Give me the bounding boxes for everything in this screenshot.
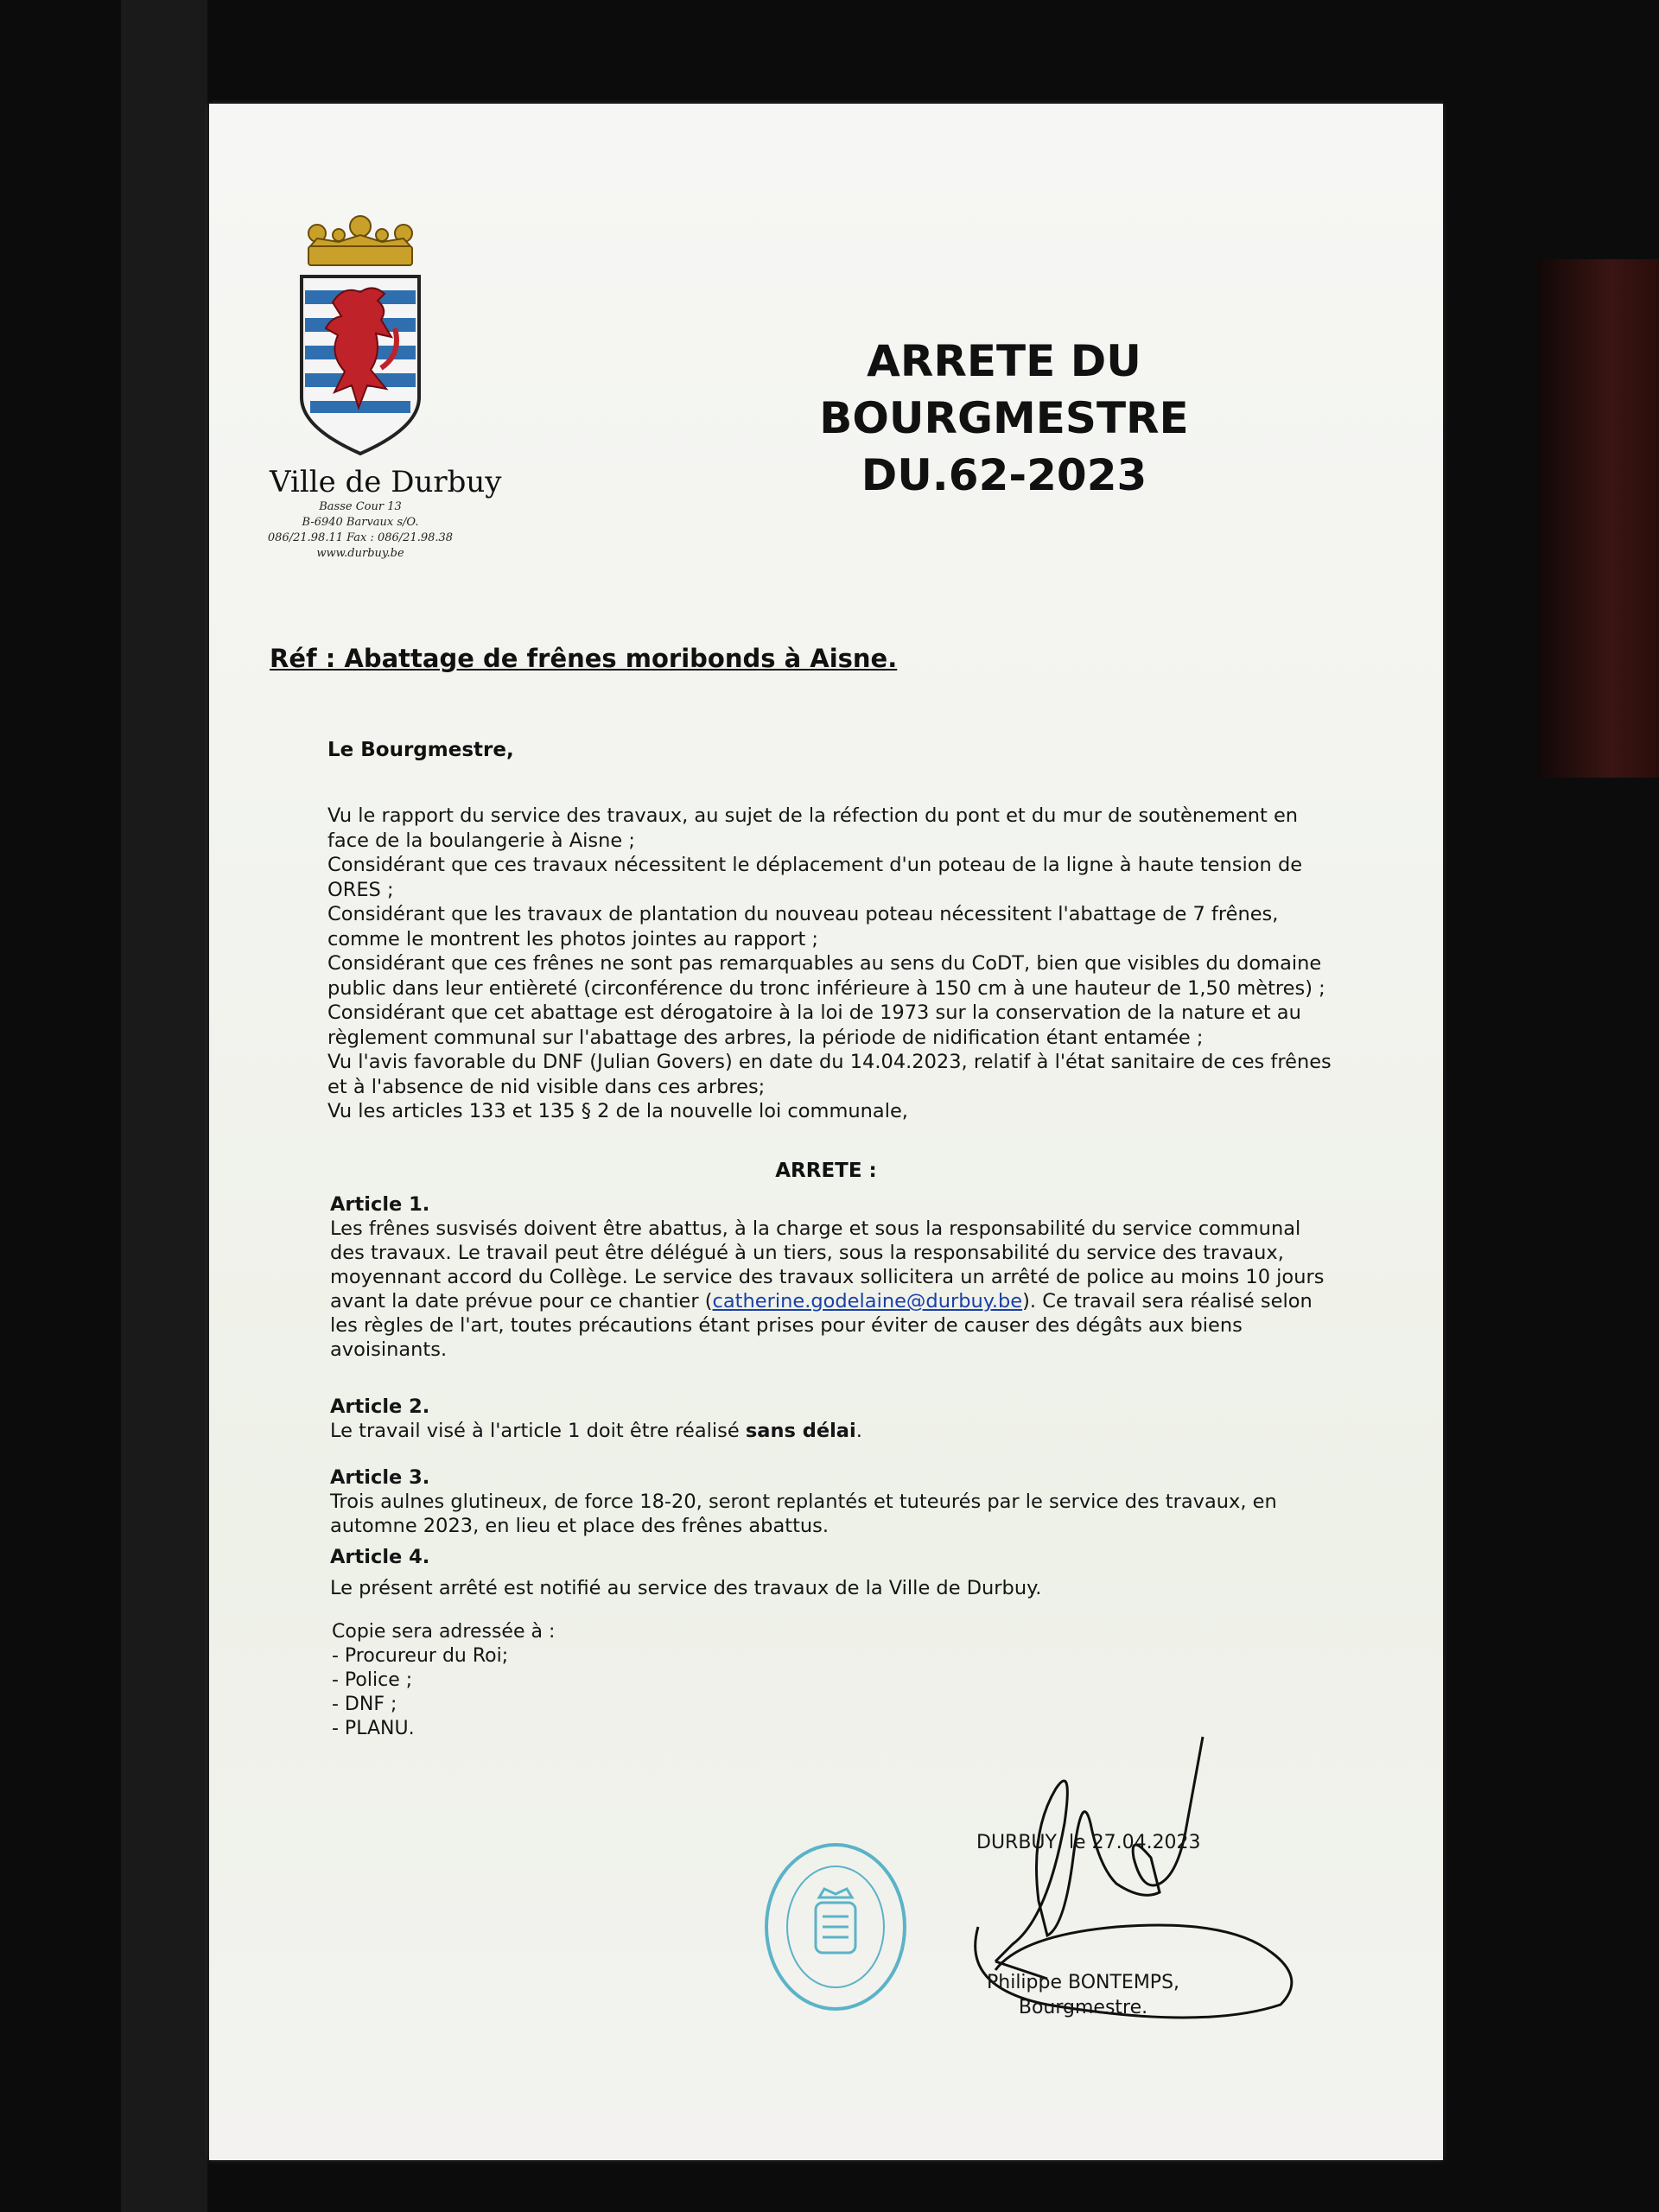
signatory xyxy=(987,1970,1179,2020)
phone-fax-line: 086/21.98.11 Fax : 086/21.98.38 xyxy=(267,531,454,544)
copy-recipient: - Procureur du Roi; xyxy=(332,1645,509,1667)
article-2-text-part: Le travail visé à l'article 1 doit être réalisé xyxy=(330,1420,746,1442)
article-1-text xyxy=(330,1217,1332,1362)
greeting: Le Bourgmestre, xyxy=(327,739,514,761)
article-2-emphasis: sans délai xyxy=(745,1420,856,1442)
municipal-stamp-icon xyxy=(762,1840,909,2013)
website-line: www.durbuy.be xyxy=(316,547,404,560)
city-name: Ville de Durbuy xyxy=(270,465,502,499)
article-1-text-part: Les frênes susvisés doivent être abattus, à la charge et sous la responsabilité du service communal des travaux. Le travail peut être délégué à un tiers, sous la responsabilité du service des travaux, moyennant accord du Collège. Le service des travaux sollicitera un arrêté de police au moins 10 jours avant la date prévue pour ce chantier ( xyxy=(330,1217,1325,1313)
copy-recipient: - DNF ; xyxy=(332,1694,397,1715)
address-line: Basse Cour 13 xyxy=(319,500,402,513)
address-line: B-6940 Barvaux s/O. xyxy=(302,516,419,529)
background-glow xyxy=(1538,259,1659,778)
email-link[interactable]: catherine.godelaine@durbuy.be xyxy=(712,1290,1023,1313)
title-line-2: DU.62-2023 xyxy=(861,450,1147,500)
monitor-bezel-left xyxy=(121,0,207,2212)
place-date: DURBUY, le 27.04.2023 xyxy=(976,1832,1201,1853)
considerant-item: Considérant que ces travaux nécessitent le déplacement d'un poteau de la ligne à haute tension de ORES ; xyxy=(327,854,1303,901)
document-page xyxy=(209,104,1443,2160)
article-4-title: Article 4. xyxy=(330,1546,430,1568)
article-2-text xyxy=(330,1419,1332,1443)
article-1-title: Article 1. xyxy=(330,1193,430,1216)
title-line-1: ARRETE DU BOURGMESTRE xyxy=(819,336,1189,443)
article-2-text-part: . xyxy=(855,1420,862,1442)
copy-recipient: - PLANU. xyxy=(332,1718,415,1739)
coat-of-arms-icon xyxy=(291,207,429,458)
article-1-text-part: ). Ce travail sera réalisé selon les règles de l'art, toutes précautions étant prises pour éviter de causer des dégâts aux biens avoisinants. xyxy=(330,1290,1313,1361)
copy-recipient: - Police ; xyxy=(332,1669,413,1691)
arrete-heading: ARRETE : xyxy=(775,1160,877,1182)
article-3-title: Article 3. xyxy=(330,1466,430,1489)
considerant-item: Considérant que cet abattage est dérogatoire à la loi de 1973 sur la conservation de la nature et au règlement communal sur l'abattage des arbres, la période de nidification étant entamée ; xyxy=(327,1001,1301,1049)
considerant-item: Vu les articles 133 et 135 § 2 de la nouvelle loi communale, xyxy=(327,1100,908,1122)
signatory-name: Philippe BONTEMPS, xyxy=(987,1972,1180,1993)
considerant-item: Considérant que ces frênes ne sont pas remarquables au sens du CoDT, bien que visibles du domaine public dans leur entièreté (circonférence du tronc inférieure à 150 cm à une hauteur de 1,50 mètres) ; xyxy=(327,952,1325,1000)
article-3-text: Trois aulnes glutineux, de force 18-20, seront replantés et tuteurés par le service des travaux, en automne 2023, en lieu et place des frênes abattus. xyxy=(330,1491,1277,1537)
copies-list xyxy=(332,1620,555,1741)
considerants-list xyxy=(327,804,1334,1124)
articles-section xyxy=(330,1192,1332,1600)
considerant-item: Vu le rapport du service des travaux, au sujet de la réfection du pont et du mur de soutènement en face de la boulangerie à Aisne ; xyxy=(327,804,1299,852)
article-2-title: Article 2. xyxy=(330,1395,430,1418)
city-logo xyxy=(267,207,502,560)
considerant-item: Considérant que les travaux de plantation du nouveau poteau nécessitent l'abattage de 7 frênes, comme le montrent les photos jointes au rapport ; xyxy=(327,903,1279,950)
article-4-text: Le présent arrêté est notifié au service des travaux de la Ville de Durbuy. xyxy=(330,1577,1042,1599)
signatory-role: Bourgmestre. xyxy=(1018,1997,1148,2018)
copies-heading: Copie sera adressée à : xyxy=(332,1621,556,1643)
document-title xyxy=(693,333,1315,504)
considerant-item: Vu l'avis favorable du DNF (Julian Govers) en date du 14.04.2023, relatif à l'état sanitaire de ces frênes et à l'absence de nid visible dans ces arbres; xyxy=(327,1051,1332,1098)
reference-heading: Réf : Abattage de frênes moribonds à Aisne. xyxy=(270,644,898,673)
